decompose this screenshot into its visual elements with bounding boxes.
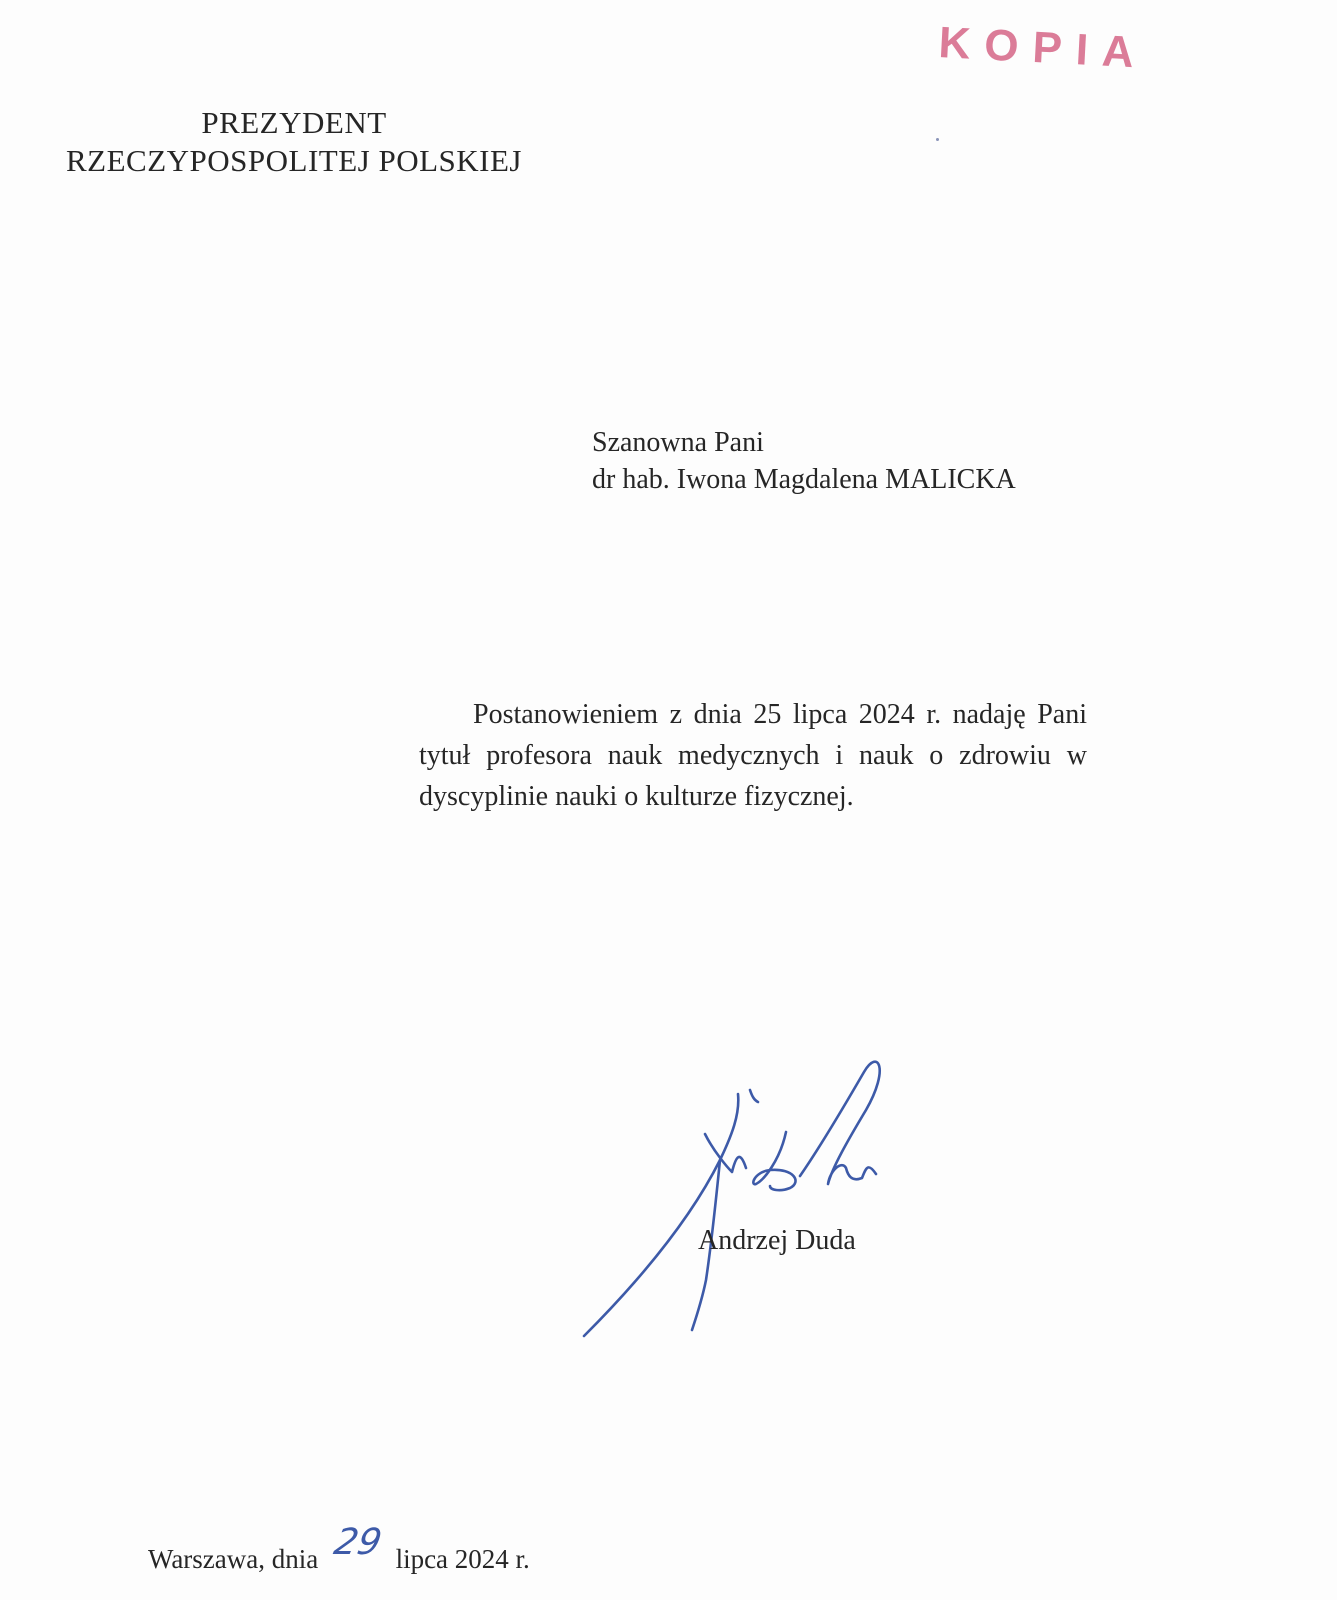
handwritten-signature xyxy=(580,1050,920,1350)
recipient-block xyxy=(592,424,1016,498)
salutation-greeting: Szanowna Pani xyxy=(592,427,764,458)
scan-speck xyxy=(936,138,939,141)
signer-name: Andrzej Duda xyxy=(698,1225,856,1256)
place-and-date xyxy=(148,1522,530,1577)
kopia-stamp: KOPIA xyxy=(937,18,1150,78)
place-prefix: Warszawa, dnia xyxy=(148,1544,319,1574)
letter-body: Postanowieniem z dnia 25 lipca 2024 r. nadaję Pani tytuł profesora nauk medycznych i nauk o zdrowiu w dyscyplinie nauki o kulturze fizycznej. xyxy=(419,699,1087,812)
date-suffix: lipca 2024 r. xyxy=(395,1544,530,1574)
handwritten-day: 29 xyxy=(330,1522,386,1563)
issuer-country: RZECZYPOSPOLITEJ POLSKIEJ xyxy=(65,143,522,178)
issuer-header xyxy=(46,104,542,180)
recipient-name: dr hab. Iwona Magdalena MALICKA xyxy=(592,464,1016,495)
issuer-title: PREZYDENT xyxy=(201,105,387,140)
